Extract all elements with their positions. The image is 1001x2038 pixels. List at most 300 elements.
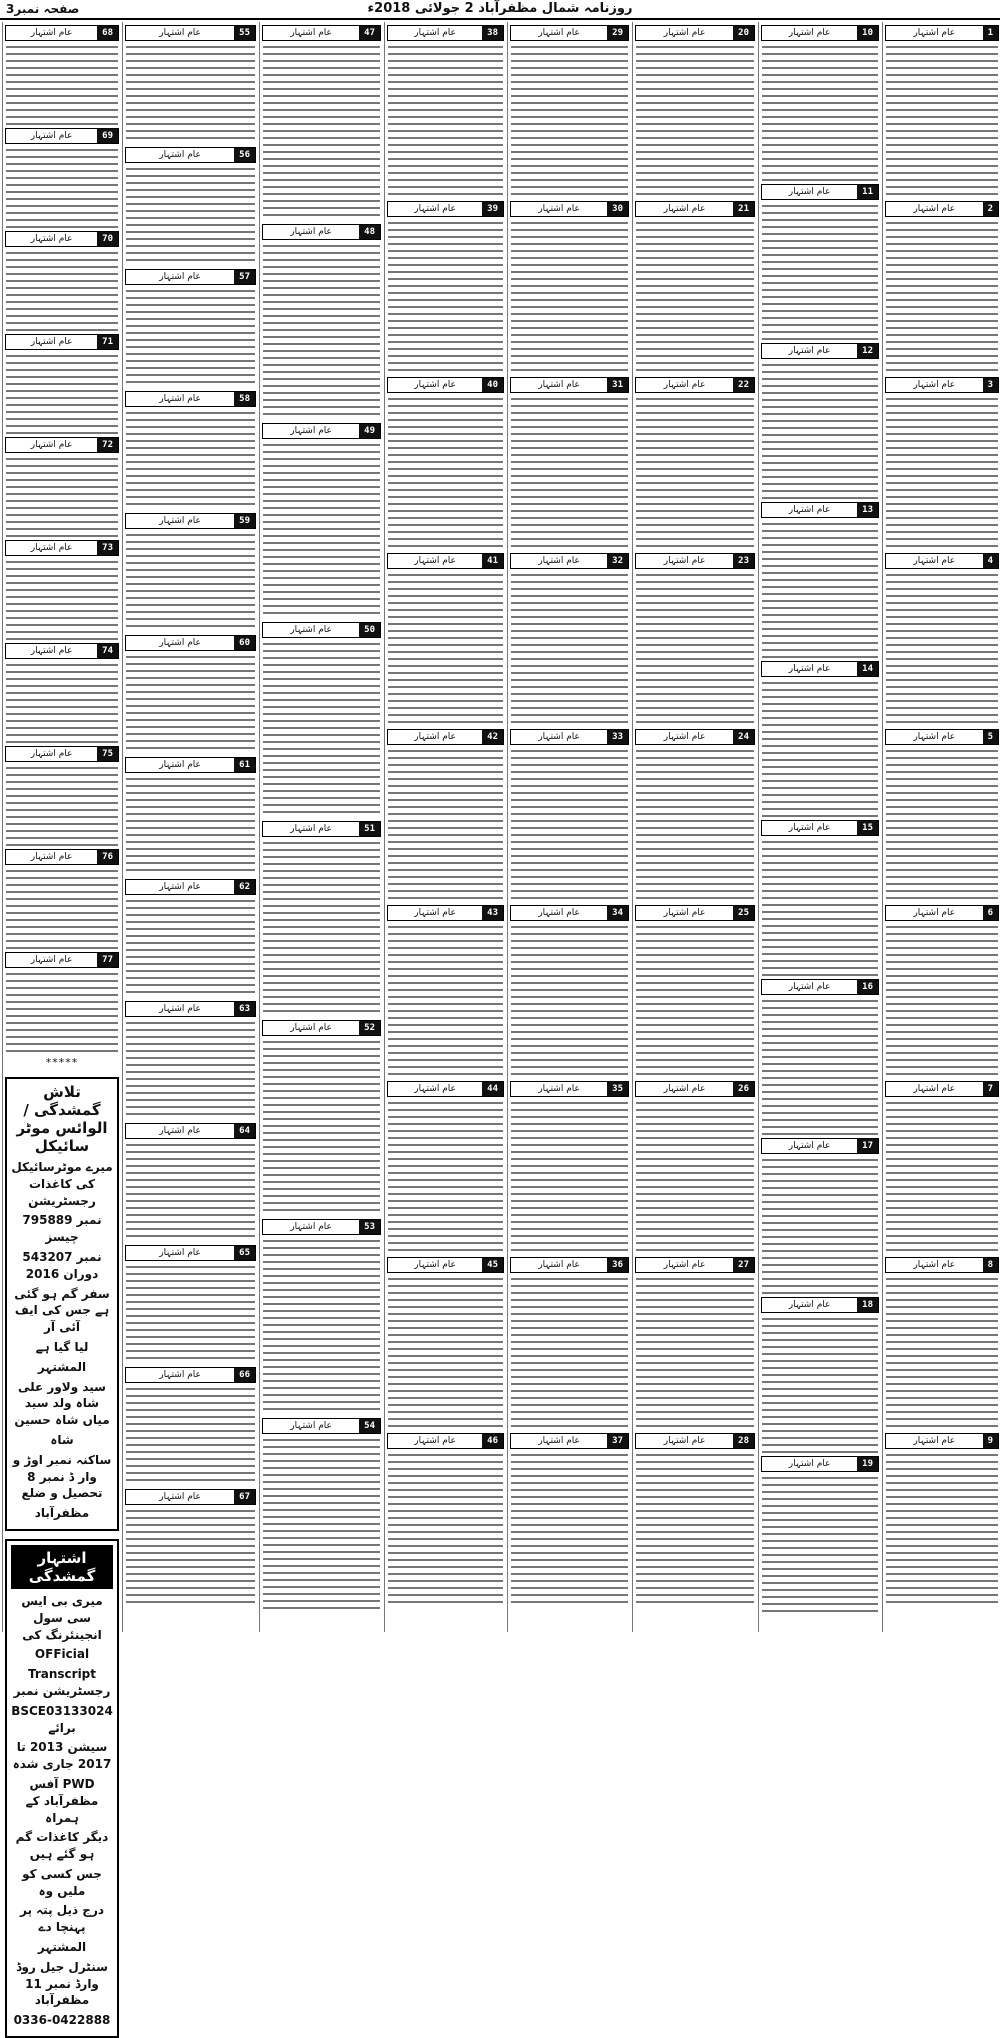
notice-body-text [126, 1385, 255, 1486]
ad-line: سید ولاور علی شاہ ولد سید میاں شاہ حسین [14, 1379, 110, 1428]
notice-number: 45 [482, 1258, 503, 1272]
notice-label: عام اشتہار [788, 1141, 831, 1151]
notice-number: 8 [983, 1258, 998, 1272]
notice-body-text [636, 923, 754, 1078]
notice-header [125, 1245, 256, 1261]
notice-label: عام اشتہار [290, 1222, 332, 1232]
notice-body-text [388, 1099, 503, 1254]
notice-header [761, 502, 879, 518]
notice-header [387, 377, 504, 393]
notice-body-text [511, 1275, 628, 1430]
lost-transcript-ad [5, 1539, 119, 2038]
notice-body-text [6, 970, 118, 1052]
notice-header [761, 1297, 879, 1313]
ad-line: شاہ [50, 1432, 74, 1447]
notice-body-text [886, 1099, 998, 1254]
notice-body-text [263, 1038, 380, 1216]
notice-header [387, 25, 504, 41]
notice-body-text [762, 997, 878, 1135]
notice-header [262, 224, 381, 240]
page-number: صفحہ نمبر3 [6, 2, 80, 16]
notice-number: 49 [359, 424, 380, 438]
notice-body-text [762, 43, 878, 181]
notice-label: عام اشتہار [414, 732, 456, 742]
notice-header [5, 746, 119, 762]
notice-header [510, 553, 629, 569]
notice-label: عام اشتہار [913, 732, 956, 742]
notice-body-text [388, 1451, 503, 1606]
notice-body-text [126, 1507, 255, 1608]
notice-label: عام اشتہار [663, 732, 706, 742]
notice-body-text [263, 1436, 380, 1614]
notice-number: 22 [733, 378, 754, 392]
notice-label: عام اشتہار [788, 823, 831, 833]
notice-header [125, 391, 256, 407]
notice-label: عام اشتہار [538, 204, 580, 214]
notice-header [510, 729, 629, 745]
notice-header [262, 821, 381, 837]
notice-body-text [636, 1275, 754, 1430]
ad-line: مظفرآباد [34, 1506, 90, 1521]
notice-number: 2 [983, 202, 998, 216]
notice-number: 12 [857, 344, 878, 358]
notice-body-text [6, 352, 118, 434]
notice-label: عام اشتہار [414, 204, 456, 214]
notice-label: عام اشتہار [159, 1004, 201, 1014]
notice-body-text [126, 531, 255, 632]
notice-body-text [388, 923, 503, 1078]
notice-header [5, 334, 119, 350]
notice-header [5, 643, 119, 659]
notice-body-text [6, 43, 118, 125]
ad-line: دیگر کاغذات گم ہو گئے ہیں [15, 1830, 109, 1862]
notice-label: عام اشتہار [290, 1421, 332, 1431]
notice-number: 62 [234, 880, 255, 894]
notice-number: 56 [234, 148, 255, 162]
notice-number: 23 [733, 554, 754, 568]
notice-label: عام اشتہار [913, 1436, 956, 1446]
notice-header [125, 25, 256, 41]
ad-line: Transcript رجسٹریشن نمبر [13, 1667, 111, 1698]
notice-number: 15 [857, 821, 878, 835]
notice-label: عام اشتہار [788, 982, 831, 992]
notice-label: عام اشتہار [414, 380, 456, 390]
notice-label: عام اشتہار [159, 1126, 201, 1136]
notice-header [125, 1001, 256, 1017]
notice-number: 43 [482, 906, 503, 920]
notice-label: عام اشتہار [788, 346, 831, 356]
notice-label: عام اشتہار [913, 556, 956, 566]
notice-label: عام اشتہار [538, 1436, 580, 1446]
notice-header [387, 1433, 504, 1449]
notice-header [635, 729, 755, 745]
notice-header [125, 1123, 256, 1139]
notice-number: 5 [983, 730, 998, 744]
separator-stars: ***** [45, 1056, 79, 1069]
notice-header [5, 231, 119, 247]
notice-header [5, 128, 119, 144]
notice-header [5, 540, 119, 556]
masthead: روزنامہ شمال مظفرآباد 2 جولائی 2018ء [367, 1, 633, 16]
notice-number: 69 [97, 129, 118, 143]
notice-body-text [388, 1275, 503, 1430]
ad-line: جس کسی کو ملیں وہ [22, 1866, 102, 1898]
notice-body-text [886, 571, 998, 726]
ad-line: نمبر 795889 چیسز [22, 1213, 102, 1245]
notice-header [761, 820, 879, 836]
notice-label: عام اشتہار [788, 28, 831, 38]
ad-line: BSCE03133024 برائے [11, 1703, 113, 1735]
notice-body-text [636, 43, 754, 198]
notice-header [761, 979, 879, 995]
notice-label: عام اشتہار [290, 1023, 332, 1033]
ad-line: 0336-0422888 [13, 2013, 111, 2028]
ad-line: لیا گیا ہے [35, 1339, 89, 1354]
notice-label: عام اشتہار [663, 908, 706, 918]
notice-label: عام اشتہار [159, 516, 201, 526]
notice-body-text [762, 1315, 878, 1453]
notice-number: 10 [857, 26, 878, 40]
notice-number: 77 [97, 953, 118, 967]
notice-header [125, 879, 256, 895]
notice-header [761, 343, 879, 359]
notice-header [5, 25, 119, 41]
notice-number: 57 [234, 270, 255, 284]
notice-number: 27 [733, 1258, 754, 1272]
notice-body-text [636, 395, 754, 550]
notice-body-text [126, 43, 255, 144]
notice-label: عام اشتہار [30, 955, 73, 965]
notice-label: عام اشتہار [663, 380, 706, 390]
notice-body-text [886, 43, 998, 198]
notice-header [262, 1219, 381, 1235]
column-2 [758, 22, 881, 1632]
notice-header [761, 1456, 879, 1472]
notice-number: 42 [482, 730, 503, 744]
notice-header [387, 1081, 504, 1097]
notice-body-text [762, 361, 878, 499]
notice-header [5, 437, 119, 453]
notice-number: 26 [733, 1082, 754, 1096]
notice-header [635, 1433, 755, 1449]
notice-body-text [6, 764, 118, 846]
notice-label: عام اشتہار [30, 234, 73, 244]
notice-label: عام اشتہار [159, 28, 201, 38]
notice-body-text [126, 287, 255, 388]
notice-body-text [511, 571, 628, 726]
notice-body-text [263, 1237, 380, 1415]
column-4 [507, 22, 631, 1632]
notice-body-text [762, 1474, 878, 1612]
notice-label: عام اشتہار [913, 380, 956, 390]
notice-body-text [511, 1099, 628, 1254]
notice-number: 36 [607, 1258, 628, 1272]
notice-body-text [126, 1141, 255, 1242]
notice-label: عام اشتہار [663, 28, 706, 38]
notice-number: 32 [607, 554, 628, 568]
notice-header [125, 757, 256, 773]
notice-body-text [388, 219, 503, 374]
ad-line: المشتہر [37, 1359, 87, 1374]
notice-body-text [126, 1019, 255, 1120]
notice-header [125, 269, 256, 285]
notice-header [125, 1489, 256, 1505]
notice-body-text [886, 395, 998, 550]
notice-header [761, 661, 879, 677]
notice-label: عام اشتہار [159, 272, 201, 282]
notice-number: 28 [733, 1434, 754, 1448]
notice-label: عام اشتہار [663, 1260, 706, 1270]
column-1 [882, 22, 1001, 1632]
notice-body-text [263, 839, 380, 1017]
notice-number: 9 [983, 1434, 998, 1448]
notice-label: عام اشتہار [663, 204, 706, 214]
notice-body-text [6, 249, 118, 331]
notice-body-text [126, 897, 255, 998]
notice-number: 16 [857, 980, 878, 994]
ad-title: تلاش گمشدگی / الوائس موٹر سائیکل [16, 1083, 108, 1155]
notice-body-text [886, 219, 998, 374]
notice-number: 38 [482, 26, 503, 40]
notice-number: 64 [234, 1124, 255, 1138]
notice-body-text [511, 747, 628, 902]
notice-label: عام اشتہار [788, 505, 831, 515]
notice-number: 75 [97, 747, 118, 761]
notice-number: 33 [607, 730, 628, 744]
notice-header [510, 377, 629, 393]
notice-body-text [762, 838, 878, 976]
notice-label: عام اشتہار [788, 187, 831, 197]
ad-line: PWD آفس مظفرآباد کے ہمراہ [25, 1776, 99, 1825]
notice-number: 60 [234, 636, 255, 650]
notice-header [510, 201, 629, 217]
notice-body-text [6, 146, 118, 228]
notice-header [885, 201, 999, 217]
ad-line: میرے موٹرسائیکل کی کاغذات رجسٹریشن [11, 1160, 113, 1208]
notice-body-text [263, 43, 380, 221]
notice-number: 19 [857, 1457, 878, 1471]
notice-header [262, 1418, 381, 1434]
notice-number: 55 [234, 26, 255, 40]
column-7 [122, 22, 258, 1632]
notice-number: 47 [359, 26, 380, 40]
notice-label: عام اشتہار [788, 664, 831, 674]
notice-number: 34 [607, 906, 628, 920]
notice-label: عام اشتہار [290, 28, 332, 38]
notice-number: 71 [97, 335, 118, 349]
notice-body-text [263, 242, 380, 420]
column-5 [384, 22, 506, 1632]
notice-number: 35 [607, 1082, 628, 1096]
notice-header [635, 201, 755, 217]
notice-number: 66 [234, 1368, 255, 1382]
notice-body-text [886, 923, 998, 1078]
notice-header [387, 1257, 504, 1273]
notice-number: 6 [983, 906, 998, 920]
notice-body-text [886, 1451, 998, 1606]
notice-body-text [126, 1263, 255, 1364]
notice-label: عام اشتہار [290, 227, 332, 237]
notice-number: 50 [359, 623, 380, 637]
ad-line: المشتہر [37, 1940, 87, 1955]
notice-number: 29 [607, 26, 628, 40]
notice-label: عام اشتہار [663, 1436, 706, 1446]
notice-label: عام اشتہار [30, 646, 73, 656]
notice-header [885, 25, 999, 41]
ad-line: ساکنہ نمبر اوڑ و وار ڈ نمبر 8 تحصیل و ضلع [12, 1452, 112, 1501]
notice-number: 61 [234, 758, 255, 772]
notice-header [262, 1020, 381, 1036]
notice-number: 52 [359, 1021, 380, 1035]
notice-label: عام اشتہار [159, 882, 201, 892]
notice-header [885, 1081, 999, 1097]
notice-body-text [511, 219, 628, 374]
notice-number: 1 [983, 26, 998, 40]
notice-header [510, 25, 629, 41]
notice-header [761, 1138, 879, 1154]
notice-body-text [126, 775, 255, 876]
notice-number: 54 [359, 1419, 380, 1433]
notice-header [125, 147, 256, 163]
notice-body-text [263, 640, 380, 818]
notice-label: عام اشتہار [538, 28, 580, 38]
ad-line: سیشن 2013 تا 2017 جاری شدہ [12, 1740, 112, 1772]
notice-number: 4 [983, 554, 998, 568]
notice-label: عام اشتہار [913, 1084, 956, 1094]
notice-number: 3 [983, 378, 998, 392]
notice-label: عام اشتہار [30, 28, 73, 38]
notice-body-text [126, 653, 255, 754]
notice-number: 31 [607, 378, 628, 392]
notice-number: 14 [857, 662, 878, 676]
notice-body-text [636, 571, 754, 726]
notice-header [635, 1081, 755, 1097]
notice-body-text [636, 1451, 754, 1606]
notice-label: عام اشتہار [788, 1300, 831, 1310]
notice-header [635, 377, 755, 393]
classified-columns [2, 22, 998, 2028]
notice-header [761, 184, 879, 200]
notice-number: 21 [733, 202, 754, 216]
notice-body-text [126, 409, 255, 510]
notice-header [5, 849, 119, 865]
ad-line: OFFicial [34, 1647, 90, 1662]
notice-label: عام اشتہار [414, 28, 456, 38]
notice-body-text [6, 558, 118, 640]
notice-header [510, 1081, 629, 1097]
notice-number: 13 [857, 503, 878, 517]
notice-header [262, 25, 381, 41]
notice-number: 73 [97, 541, 118, 555]
notice-body-text [388, 747, 503, 902]
notice-header [885, 1257, 999, 1273]
notice-header [635, 25, 755, 41]
notice-body-text [126, 165, 255, 266]
notice-number: 41 [482, 554, 503, 568]
notice-label: عام اشتہار [913, 28, 956, 38]
notice-label: عام اشتہار [290, 824, 332, 834]
notice-label: عام اشتہار [30, 131, 73, 141]
column-3 [632, 22, 757, 1632]
notice-label: عام اشتہار [414, 908, 456, 918]
notice-number: 25 [733, 906, 754, 920]
notice-number: 40 [482, 378, 503, 392]
notice-label: عام اشتہار [30, 337, 73, 347]
notice-number: 11 [857, 185, 878, 199]
notice-label: عام اشتہار [290, 625, 332, 635]
notice-number: 30 [607, 202, 628, 216]
notice-label: عام اشتہار [913, 908, 956, 918]
notice-label: عام اشتہار [159, 1248, 201, 1258]
notice-body-text [511, 43, 628, 198]
notice-header [510, 1433, 629, 1449]
notice-label: عام اشتہار [159, 638, 201, 648]
notice-body-text [511, 1451, 628, 1606]
notice-number: 65 [234, 1246, 255, 1260]
notice-header [262, 622, 381, 638]
notice-label: عام اشتہار [159, 1492, 201, 1502]
notice-number: 44 [482, 1082, 503, 1096]
notice-number: 17 [857, 1139, 878, 1153]
notice-header [885, 1433, 999, 1449]
notice-header [125, 1367, 256, 1383]
notice-number: 39 [482, 202, 503, 216]
notice-label: عام اشتہار [30, 440, 73, 450]
notice-header [885, 905, 999, 921]
notice-body-text [762, 202, 878, 340]
notice-header [885, 729, 999, 745]
notice-body-text [388, 43, 503, 198]
notice-body-text [886, 1275, 998, 1430]
notice-header [5, 952, 119, 968]
notice-number: 63 [234, 1002, 255, 1016]
notice-body-text [636, 219, 754, 374]
notice-number: 74 [97, 644, 118, 658]
notice-header [761, 25, 879, 41]
notice-label: عام اشتہار [414, 1260, 456, 1270]
notice-header [635, 553, 755, 569]
notice-label: عام اشتہار [30, 852, 73, 862]
notice-number: 20 [733, 26, 754, 40]
notice-header [387, 201, 504, 217]
notice-label: عام اشتہار [159, 394, 201, 404]
notice-body-text [388, 571, 503, 726]
lost-motorcycle-ad [5, 1077, 119, 1531]
notice-body-text [762, 679, 878, 817]
ad-line: میری بی ایس سی سول انجینئرنگ کی [21, 1593, 103, 1642]
notice-label: عام اشتہار [414, 1436, 456, 1446]
notice-body-text [263, 441, 380, 619]
notice-label: عام اشتہار [913, 1260, 956, 1270]
notice-header [387, 729, 504, 745]
notice-label: عام اشتہار [290, 426, 332, 436]
notice-label: عام اشتہار [159, 150, 201, 160]
notice-label: عام اشتہار [913, 204, 956, 214]
notice-number: 7 [983, 1082, 998, 1096]
notice-header [510, 1257, 629, 1273]
notice-label: عام اشتہار [538, 732, 580, 742]
notice-label: عام اشتہار [30, 749, 73, 759]
notice-header [262, 423, 381, 439]
notice-header [635, 905, 755, 921]
notice-number: 53 [359, 1220, 380, 1234]
notice-number: 72 [97, 438, 118, 452]
notice-label: عام اشتہار [538, 556, 580, 566]
notice-number: 67 [234, 1490, 255, 1504]
page-header [0, 0, 1000, 20]
notice-body-text [886, 747, 998, 902]
notice-body-text [511, 395, 628, 550]
